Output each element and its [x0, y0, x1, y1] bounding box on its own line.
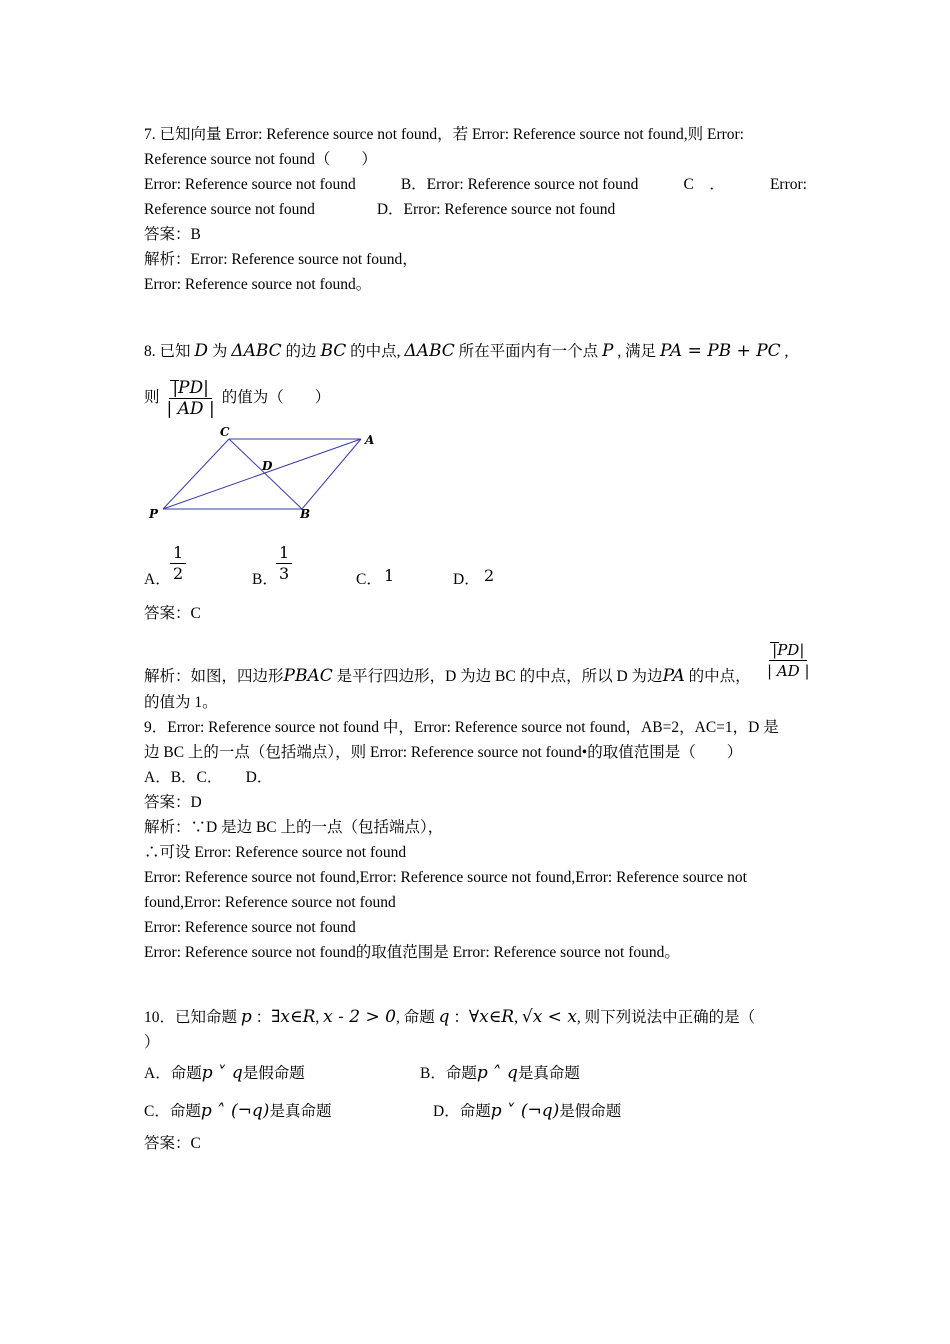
fraction-denominator: 2	[173, 564, 184, 583]
q7-option-c-cont: Reference source not found	[144, 201, 315, 218]
q8-option-d-value: 2	[484, 566, 495, 585]
q10-text: ,	[315, 1009, 320, 1026]
q10-option-label: A．命题	[144, 1065, 202, 1082]
q8-analysis-part: 解析：如图，四边形	[144, 668, 284, 685]
q10-math-p: p	[240, 1007, 252, 1027]
document-page	[144, 122, 810, 1156]
q8-analysis	[144, 640, 810, 690]
q10-options-row2	[144, 1099, 807, 1131]
label-a: A	[365, 433, 375, 447]
q9-analysis-1: 解析：∵D 是边 BC 上的一点（包括端点），	[144, 819, 444, 836]
q10-option-a	[144, 1061, 305, 1086]
q7-option-b: B．Error: Reference source not found	[400, 176, 639, 193]
q8-option-c-value: 1	[384, 566, 395, 585]
q8-fraction	[164, 378, 218, 419]
q8-text: 的边	[285, 343, 317, 360]
q8-stem	[144, 339, 807, 364]
q9-stem-line1: 9．Error: Reference source not found 中，Error: Reference source not found，AB=2，AC=1，D 是	[144, 719, 779, 736]
q10-text: ：	[255, 1009, 272, 1026]
q9-answer: 答案：D	[144, 794, 202, 811]
q8-text: , 满足	[617, 343, 657, 360]
q7-options-row1	[144, 172, 807, 197]
q8-analysis-text	[144, 664, 751, 689]
q7-answer: 答案：B	[144, 226, 201, 243]
q8-math-bc: BC	[320, 341, 347, 361]
q10-text: ：	[453, 1009, 469, 1026]
q10-option-label: B．命题	[420, 1065, 477, 1082]
q10-math-q: q	[438, 1007, 450, 1027]
fraction-numerator: 1	[170, 543, 186, 564]
q8-analysis-part: 的中点，	[688, 668, 751, 685]
q8-option-d-label: D．	[453, 571, 480, 588]
fraction-denominator: 3	[279, 564, 290, 583]
q7-option-a: Error: Reference source not found	[144, 176, 356, 193]
q10-option-d	[433, 1099, 621, 1124]
q8-math-pa: PA	[662, 666, 685, 686]
q8-parallelogram-figure	[144, 425, 384, 525]
q7-analysis-1: 解析：Error: Reference source not found，	[144, 251, 418, 268]
q8-option-b-label: B．	[252, 571, 278, 588]
q8-math-triangle: ΔABC	[231, 341, 282, 361]
q8-math-equation: PA = PB + PC	[660, 341, 781, 361]
q7-options-row2	[144, 197, 807, 222]
fraction-numerator: 1	[276, 543, 292, 564]
q10-option-b	[420, 1061, 580, 1086]
q8-analysis-part: 是平行四边形，D 为边 BC 的中点，所以 D 为边	[336, 668, 663, 685]
q8-option-a-fraction	[170, 543, 186, 584]
label-b: B	[300, 507, 311, 521]
label-p: P	[149, 507, 159, 521]
q9-options: A．B．C． D．	[144, 769, 273, 786]
q8-text: 所在平面内有一个点	[458, 343, 599, 360]
q10-text: , 命题	[395, 1009, 435, 1026]
q10-text: 10．已知命题	[144, 1009, 238, 1026]
q9-analysis-4: Error: Reference source not found	[144, 919, 356, 936]
q10-option-expr: p ˅ q	[201, 1063, 243, 1083]
q7-option-c-label: C ．	[683, 176, 725, 193]
label-d: D	[262, 459, 273, 473]
label-c: C	[220, 425, 230, 439]
fraction-numerator: |PD|	[169, 378, 212, 399]
q8-option-c-label: C．	[356, 571, 382, 588]
q10-math-inequality-2: √x < x	[521, 1007, 577, 1027]
q10-option-expr: p ˄ q	[476, 1063, 518, 1083]
q10-text: , 则下列说法中正确的是（	[576, 1009, 756, 1026]
q10-stem	[144, 1005, 807, 1030]
q9-analysis-2: ∴可设 Error: Reference source not found	[144, 844, 407, 861]
q10-option-tail: 是假命题	[559, 1103, 622, 1120]
q10-option-expr: p ˅ (¬q)	[490, 1101, 560, 1121]
q10-option-tail: 是真命题	[269, 1103, 332, 1120]
fraction-numerator: |PD|	[769, 640, 807, 661]
q8-math-triangle: ΔABC	[404, 341, 455, 361]
q9-analysis-3b: found,Error: Reference source not found	[144, 894, 396, 911]
q10-answer: 答案：C	[144, 1135, 201, 1152]
q10-option-tail: 是真命题	[517, 1065, 580, 1082]
q8-question-line	[144, 378, 807, 419]
q8-text: ,	[784, 343, 789, 360]
q8-text: 为	[211, 343, 228, 360]
q8-math-pbac: PBAC	[283, 666, 333, 686]
q10-math-exists: ∃x∈R	[271, 1007, 316, 1027]
q10-option-label: C．命题	[144, 1103, 201, 1120]
segment-pc	[163, 439, 229, 509]
q10-option-expr: p ˄ (¬q)	[200, 1101, 270, 1121]
segment-cb	[229, 439, 302, 509]
q8-option-b-fraction	[276, 543, 292, 584]
fraction-denominator: | AD |	[166, 399, 215, 419]
q7-stem-line2: Reference source not found（ ）	[144, 151, 377, 168]
q7-option-d: D．Error: Reference source not found	[376, 201, 616, 218]
q10-options-row1	[144, 1061, 807, 1093]
q8-analysis-end: 的值为 1。	[144, 694, 218, 711]
q8-analysis-fraction	[764, 640, 813, 681]
q10-option-tail: 是假命题	[242, 1065, 305, 1082]
q7-stem-line1: 7. 已知向量 Error: Reference source not found，若 Error: Reference source not found,则 Error:	[144, 126, 744, 143]
q8-math-p: P	[602, 341, 614, 361]
q7-analysis-2: Error: Reference source not found。	[144, 276, 372, 293]
q9-analysis-5: Error: Reference source not found的取值范围是 Error: Reference source not found。	[144, 944, 680, 961]
q7-option-c-tail: Error:	[769, 176, 807, 193]
fraction-denominator: | AD |	[767, 662, 810, 680]
q10-option-c	[144, 1099, 331, 1124]
q8-text: 8. 已知	[144, 343, 191, 360]
q10-math-forall: ∀x∈R	[468, 1007, 515, 1027]
q8-math-d: D	[194, 341, 209, 361]
q10-stem-close: ）	[144, 1034, 160, 1051]
q7-stem	[144, 122, 807, 147]
q8-option-a-label: A．	[144, 571, 171, 588]
q9-stem-line2: 边 BC 上的一点（包括端点），则 Error: Reference source not found•的取值范围是（ ）	[144, 744, 743, 761]
q10-option-label: D．命题	[433, 1103, 491, 1120]
q8-text: 的中点,	[350, 343, 401, 360]
q8-value-of: 的值为（ ）	[221, 389, 331, 407]
q10-text: ,	[514, 1009, 518, 1026]
q8-then: 则	[144, 389, 160, 407]
q10-math-inequality-1: x - 2 > 0	[323, 1007, 396, 1027]
q8-options	[144, 543, 807, 595]
q8-answer: 答案：C	[144, 605, 201, 622]
q9-analysis-3a: Error: Reference source not found,Error: Reference source not found,Error: Reference source not	[144, 869, 747, 886]
